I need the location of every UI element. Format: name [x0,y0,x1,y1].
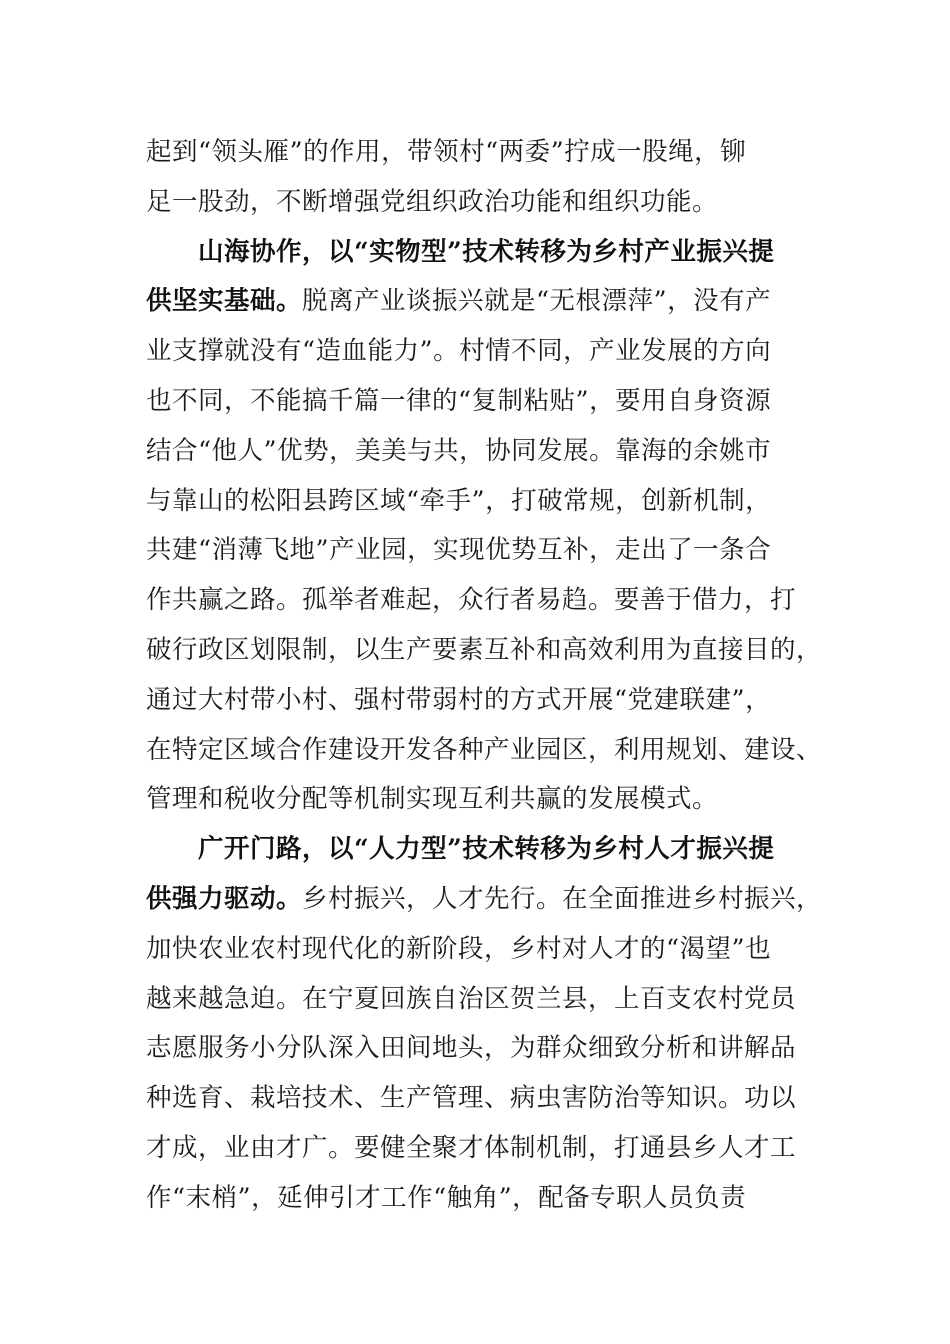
text-line [146,676,806,726]
body-text: 作共赢之路。孤举者难起，众行者易趋。要善于借力，打 [146,585,797,616]
bold-heading-text: 供坚实基础。 [146,286,303,317]
body-text: 也不同，不能搞千篇一律的“复制粘贴”，要用自身资源 [146,385,772,416]
body-text: 乡村振兴，人才先行。在全面推进乡村振兴， [302,883,823,914]
body-text: 结合“他人”优势，美美与共，协同发展。靠海的余姚市 [146,435,772,466]
text-line [146,427,806,477]
text-line [146,975,806,1025]
paragraph-p1 [146,128,806,228]
body-text: 与靠山的松阳县跨区域“牵手”，打破常规，创新机制， [146,485,772,516]
body-text: 破行政区划限制，以生产要素互补和高效利用为直接目的， [146,634,823,665]
text-line [146,228,806,278]
body-text: 种选育、栽培技术、生产管理、病虫害防治等知识。功以 [146,1083,797,1114]
body-text: 才成，业由才广。要健全聚才体制机制，打通县乡人才工 [146,1132,797,1163]
text-line [146,775,806,825]
text-line [146,1074,806,1124]
body-text: 足一股劲，不断增强党组织政治功能和组织功能。 [146,186,719,217]
paragraph-p2 [146,228,823,826]
body-text: 脱离产业谈振兴就是“无根漂萍”，没有产 [302,286,772,317]
bold-heading-text: 山海协作，以“实物型”技术转移为乡村产业振兴提 [198,236,775,267]
body-text: 业支撑就没有“造血能力”。村情不同，产业发展的方向 [146,336,772,367]
body-text: 在特定区域合作建设开发各种产业园区，利用规划、建设、 [146,734,823,765]
text-line [146,327,806,377]
body-text: 管理和税收分配等机制实现互利共赢的发展模式。 [146,784,719,815]
text-line [146,925,806,975]
body-text: 起到“领头雁”的作用，带领村“两委”拧成一股绳，铆 [146,137,747,167]
text-line [146,128,806,178]
text-line [146,726,823,776]
bold-heading-text: 供强力驱动。 [146,883,303,914]
paragraph-p3 [146,825,823,1223]
text-line [146,825,806,875]
text-line [146,477,806,527]
body-text: 志愿服务小分队深入田间地头，为群众细致分析和讲解品 [146,1033,797,1064]
text-line [146,526,806,576]
text-line [146,377,806,427]
text-line [146,277,806,327]
text-line [146,1124,806,1174]
text-line [146,178,806,228]
body-text: 作“末梢”，延伸引才工作“触角”，配备专职人员负责 [146,1182,747,1213]
text-line [146,1174,806,1224]
text-line [146,626,823,676]
bold-heading-text: 广开门路，以“人力型”技术转移为乡村人才振兴提 [198,834,775,865]
body-text: 共建“消薄飞地”产业园，实现优势互补，走出了一条合 [146,535,772,566]
text-line [146,576,806,626]
body-text: 加快农业农村现代化的新阶段，乡村对人才的“渴望”也 [146,933,772,964]
document-body [146,128,823,1224]
text-line [146,1024,806,1074]
body-text: 通过大村带小村、强村带弱村的方式开展“党建联建”， [146,684,772,715]
body-text: 越来越急迫。在宁夏回族自治区贺兰县，上百支农村党员 [146,983,797,1014]
text-line [146,875,823,925]
